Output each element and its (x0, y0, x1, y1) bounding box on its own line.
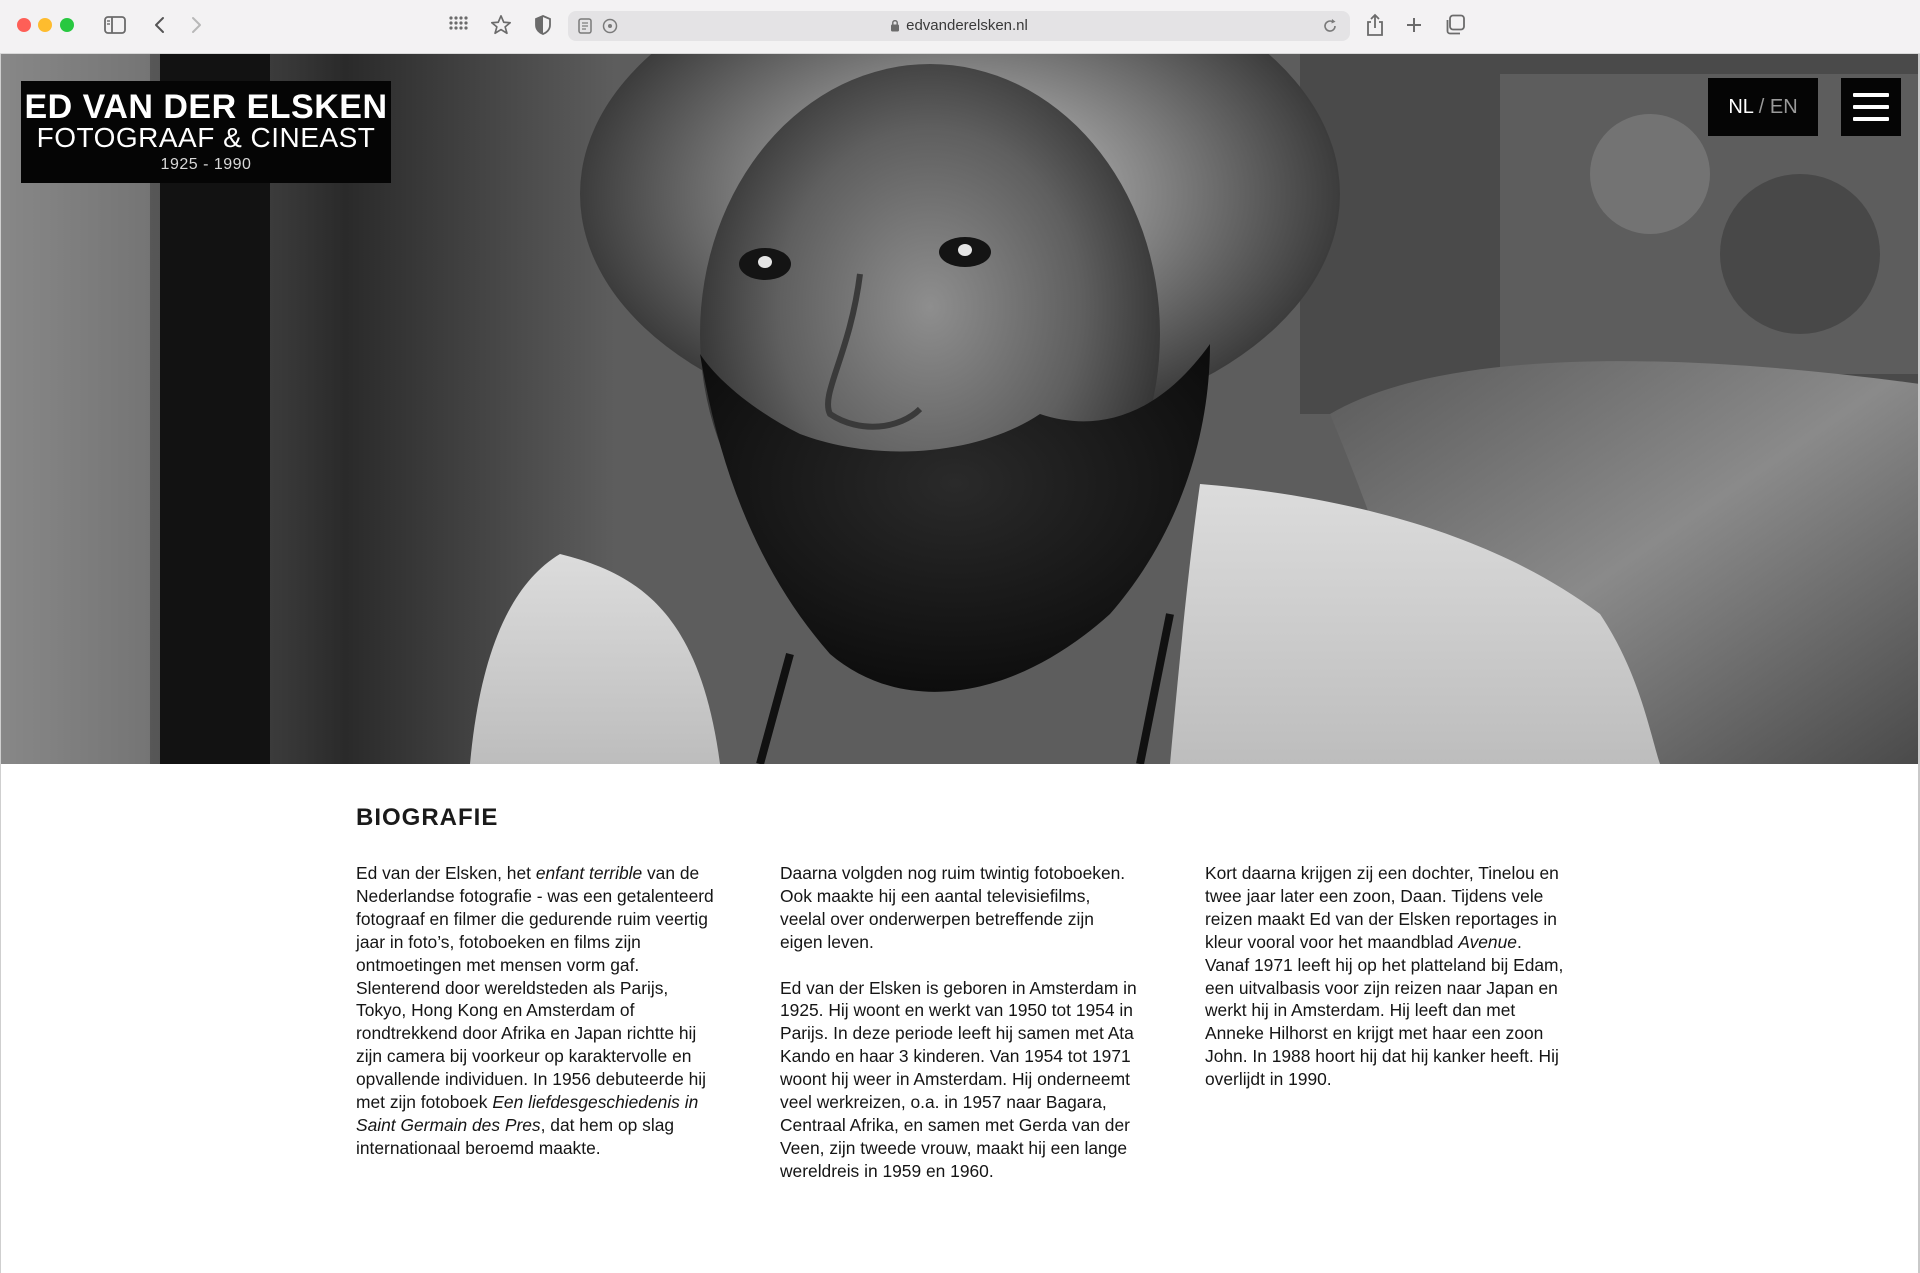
logo-role: FOTOGRAAF & CINEAST (36, 122, 376, 153)
menu-bar-icon (1853, 117, 1889, 121)
menu-bar-icon (1853, 93, 1889, 97)
biography-paragraph (1205, 862, 1565, 1091)
biography-column-3 (1205, 862, 1565, 1091)
tab-overview-icon[interactable] (1443, 12, 1467, 38)
grid-icon[interactable] (447, 12, 469, 38)
hamburger-menu-button[interactable] (1841, 78, 1901, 136)
address-bar[interactable] (568, 11, 1350, 41)
biography-paragraph (356, 862, 716, 1160)
biography-column-1 (356, 862, 716, 1160)
new-tab-plus-icon[interactable] (1403, 12, 1425, 38)
language-switcher (1708, 78, 1818, 136)
biography-section (0, 764, 1920, 1273)
share-icon[interactable] (1363, 12, 1387, 38)
language-nl-link[interactable]: NL (1728, 96, 1754, 118)
biography-title: BIOGRAFIE (356, 804, 499, 831)
text-span: van de Nederlandse fotografie - was een getalenteerd fotograaf en filmer die gedurende ruim veertig jaar in foto’s, fotoboeken en films zijn ontmoetingen met mensen vorm gaf. Slenterend door wereldsteden als Parijs, Tokyo, Hong Kong en Amsterdam of rondtrekkend door Afrika en Japan richtte hij zijn camera bij voorkeur op karaktervolle en opvallende individuen. In 1956 debuteerde hij met zijn fotoboek (356, 863, 714, 1113)
reload-icon[interactable] (1322, 18, 1338, 39)
biography-paragraph: Ed van der Elsken is geboren in Amsterdam in 1925. Hij woont en werkt van 1950 tot 1954 in Parijs. In deze periode leeft hij samen met Ata Kando en haar 3 kinderen. Van 1954 tot 1971 woont hij weer in Amsterdam. Hij onderneemt veel werkreizen, o.a. in 1957 naar Bagara, Centraal Afrika, en samen met Gerda van der Veen, zijn tweede vrouw, maakt hij een lange wereldreis in 1959 en 1960. (780, 977, 1137, 1181)
emphasis-text: enfant terrible (535, 863, 643, 883)
bookmark-star-icon[interactable] (489, 12, 513, 38)
text-span: , dat hem op slag internationaal beroemd maakte. (356, 1114, 675, 1158)
language-separator: / (1758, 96, 1765, 118)
zoom-window-button[interactable] (60, 18, 74, 32)
menu-bar-icon (1853, 105, 1889, 109)
text-span: Vanaf 1971 leeft hij op het platteland bij Edam, een uitvalbasis voor zijn reizen naar Japan en werkt hij in Amsterdam. Hij leeft dan met Anneke Hilhorst en krijgt met haar een zoon John. In 1988 hoort hij dat hij kanker heeft. Hij overlijdt in 1990. (1205, 954, 1564, 1090)
text-span: . (1516, 931, 1522, 952)
language-en-link[interactable]: EN (1769, 96, 1798, 118)
browser-toolbar (0, 0, 1920, 54)
window-edge (0, 54, 1, 1273)
logo-name: ED VAN DER ELSKEN (24, 88, 388, 126)
biography-column-2 (780, 862, 1140, 1183)
url-text (568, 11, 1350, 41)
privacy-shield-icon[interactable] (532, 12, 554, 38)
minimize-window-button[interactable] (38, 18, 52, 32)
url-label: edvanderelsken.nl (906, 17, 1028, 34)
hero-banner (0, 54, 1920, 764)
logo-years: 1925 - 1990 (160, 156, 252, 173)
site-logo[interactable] (21, 81, 391, 183)
text-span: Kort daarna krijgen zij een dochter, Tinelou en twee jaar later een zoon, Daan. Tijdens vele reizen maakt Ed van der Elsken reportages in kleur vooral voor het maandblad (1205, 863, 1559, 952)
lock-icon (890, 13, 900, 43)
close-window-button[interactable] (17, 18, 31, 32)
forward-icon[interactable] (188, 12, 206, 38)
magazine-title: Avenue (1458, 931, 1517, 952)
book-title: Een liefdesgeschiedenis in Saint Germain des Pres (356, 1092, 699, 1135)
biography-paragraph: Daarna volgden nog ruim twintig fotoboeken. Ook maakte hij een aantal televisiefilms, veelal over onderwerpen betreffende zijn eigen leven. (780, 863, 1126, 952)
back-icon[interactable] (150, 12, 168, 38)
sidebar-toggle-icon[interactable] (103, 12, 127, 38)
text-span: Ed van der Elsken, het (356, 863, 536, 883)
